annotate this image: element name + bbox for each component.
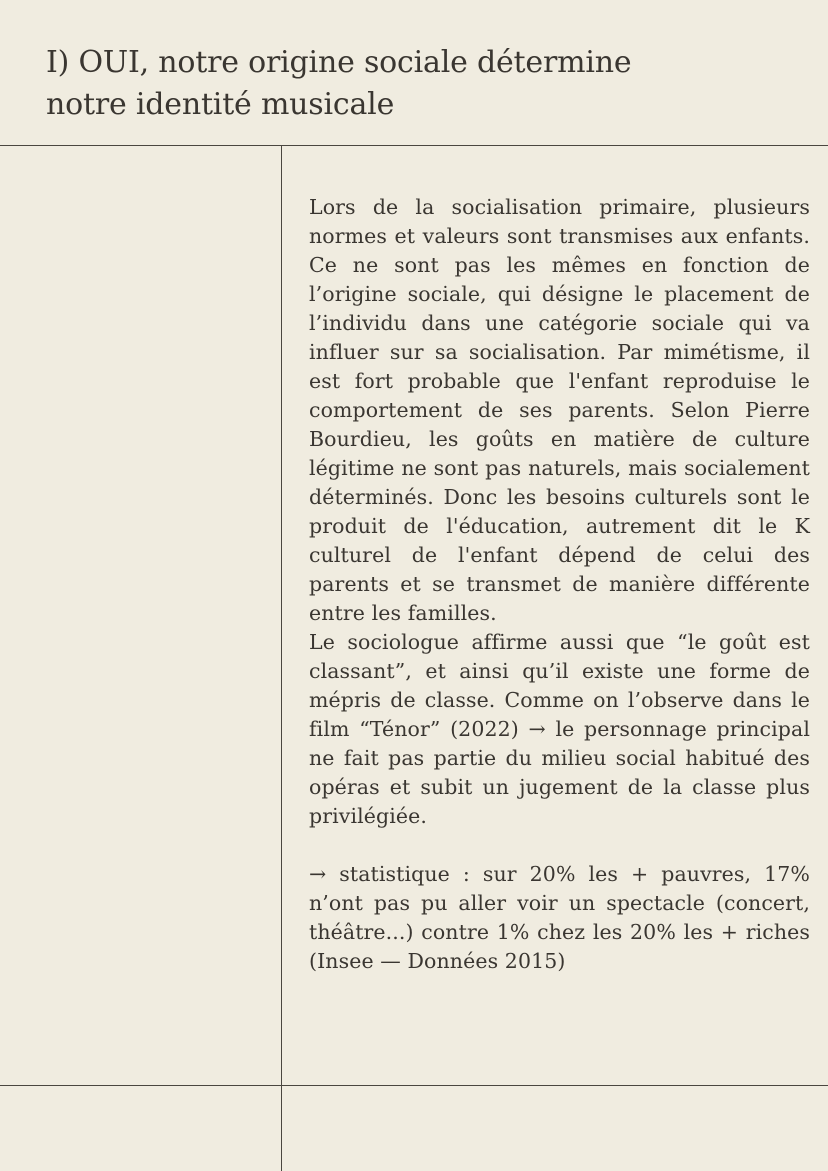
column-divider-line <box>281 145 282 1171</box>
section-heading-line-1: I) OUI, notre origine sociale détermine <box>46 45 632 80</box>
section-heading <box>46 42 786 126</box>
paragraph-spacer <box>309 831 810 860</box>
statistic-note: → statistique : sur 20% les + pauvres, 17% n’ont pas pu aller voir un spectacle (concert, théâtre...) contre 1% chez les 20% les + riches (Insee — Données 2015) <box>309 862 810 973</box>
bottom-divider-line <box>0 1085 828 1086</box>
paragraph-socialisation: Lors de la socialisation primaire, plusieurs normes et valeurs sont transmises aux enfants. Ce ne sont pas les mêmes en fonction de l’origine sociale, qui désigne le placement de l’individu dans une catégorie sociale qui va influer sur sa socialisation. Par mimétisme, il est fort probable que l'enfant reproduise le comportement de ses parents. Selon Pierre Bourdieu, les goûts en matière de culture légitime ne sont pas naturels, mais socialement déterminés. Donc les besoins culturels sont le produit de l'éducation, autrement dit le K culturel de l'enfant dépend de celui des parents et se transmet de manière différente entre les familles. <box>309 195 810 625</box>
section-heading-line-2: notre identité musicale <box>46 87 395 122</box>
top-divider-line <box>0 145 828 146</box>
paragraph-gout-classant: Le sociologue affirme aussi que “le goût est classant”, et ainsi qu’il existe une forme de mépris de classe. Comme on l’observe dans le film “Ténor” (2022) → le personnage principal ne fait pas partie du milieu social habitué des opéras et subit un jugement de la classe plus privilégiée. <box>309 630 810 828</box>
body-text-column <box>309 193 810 976</box>
